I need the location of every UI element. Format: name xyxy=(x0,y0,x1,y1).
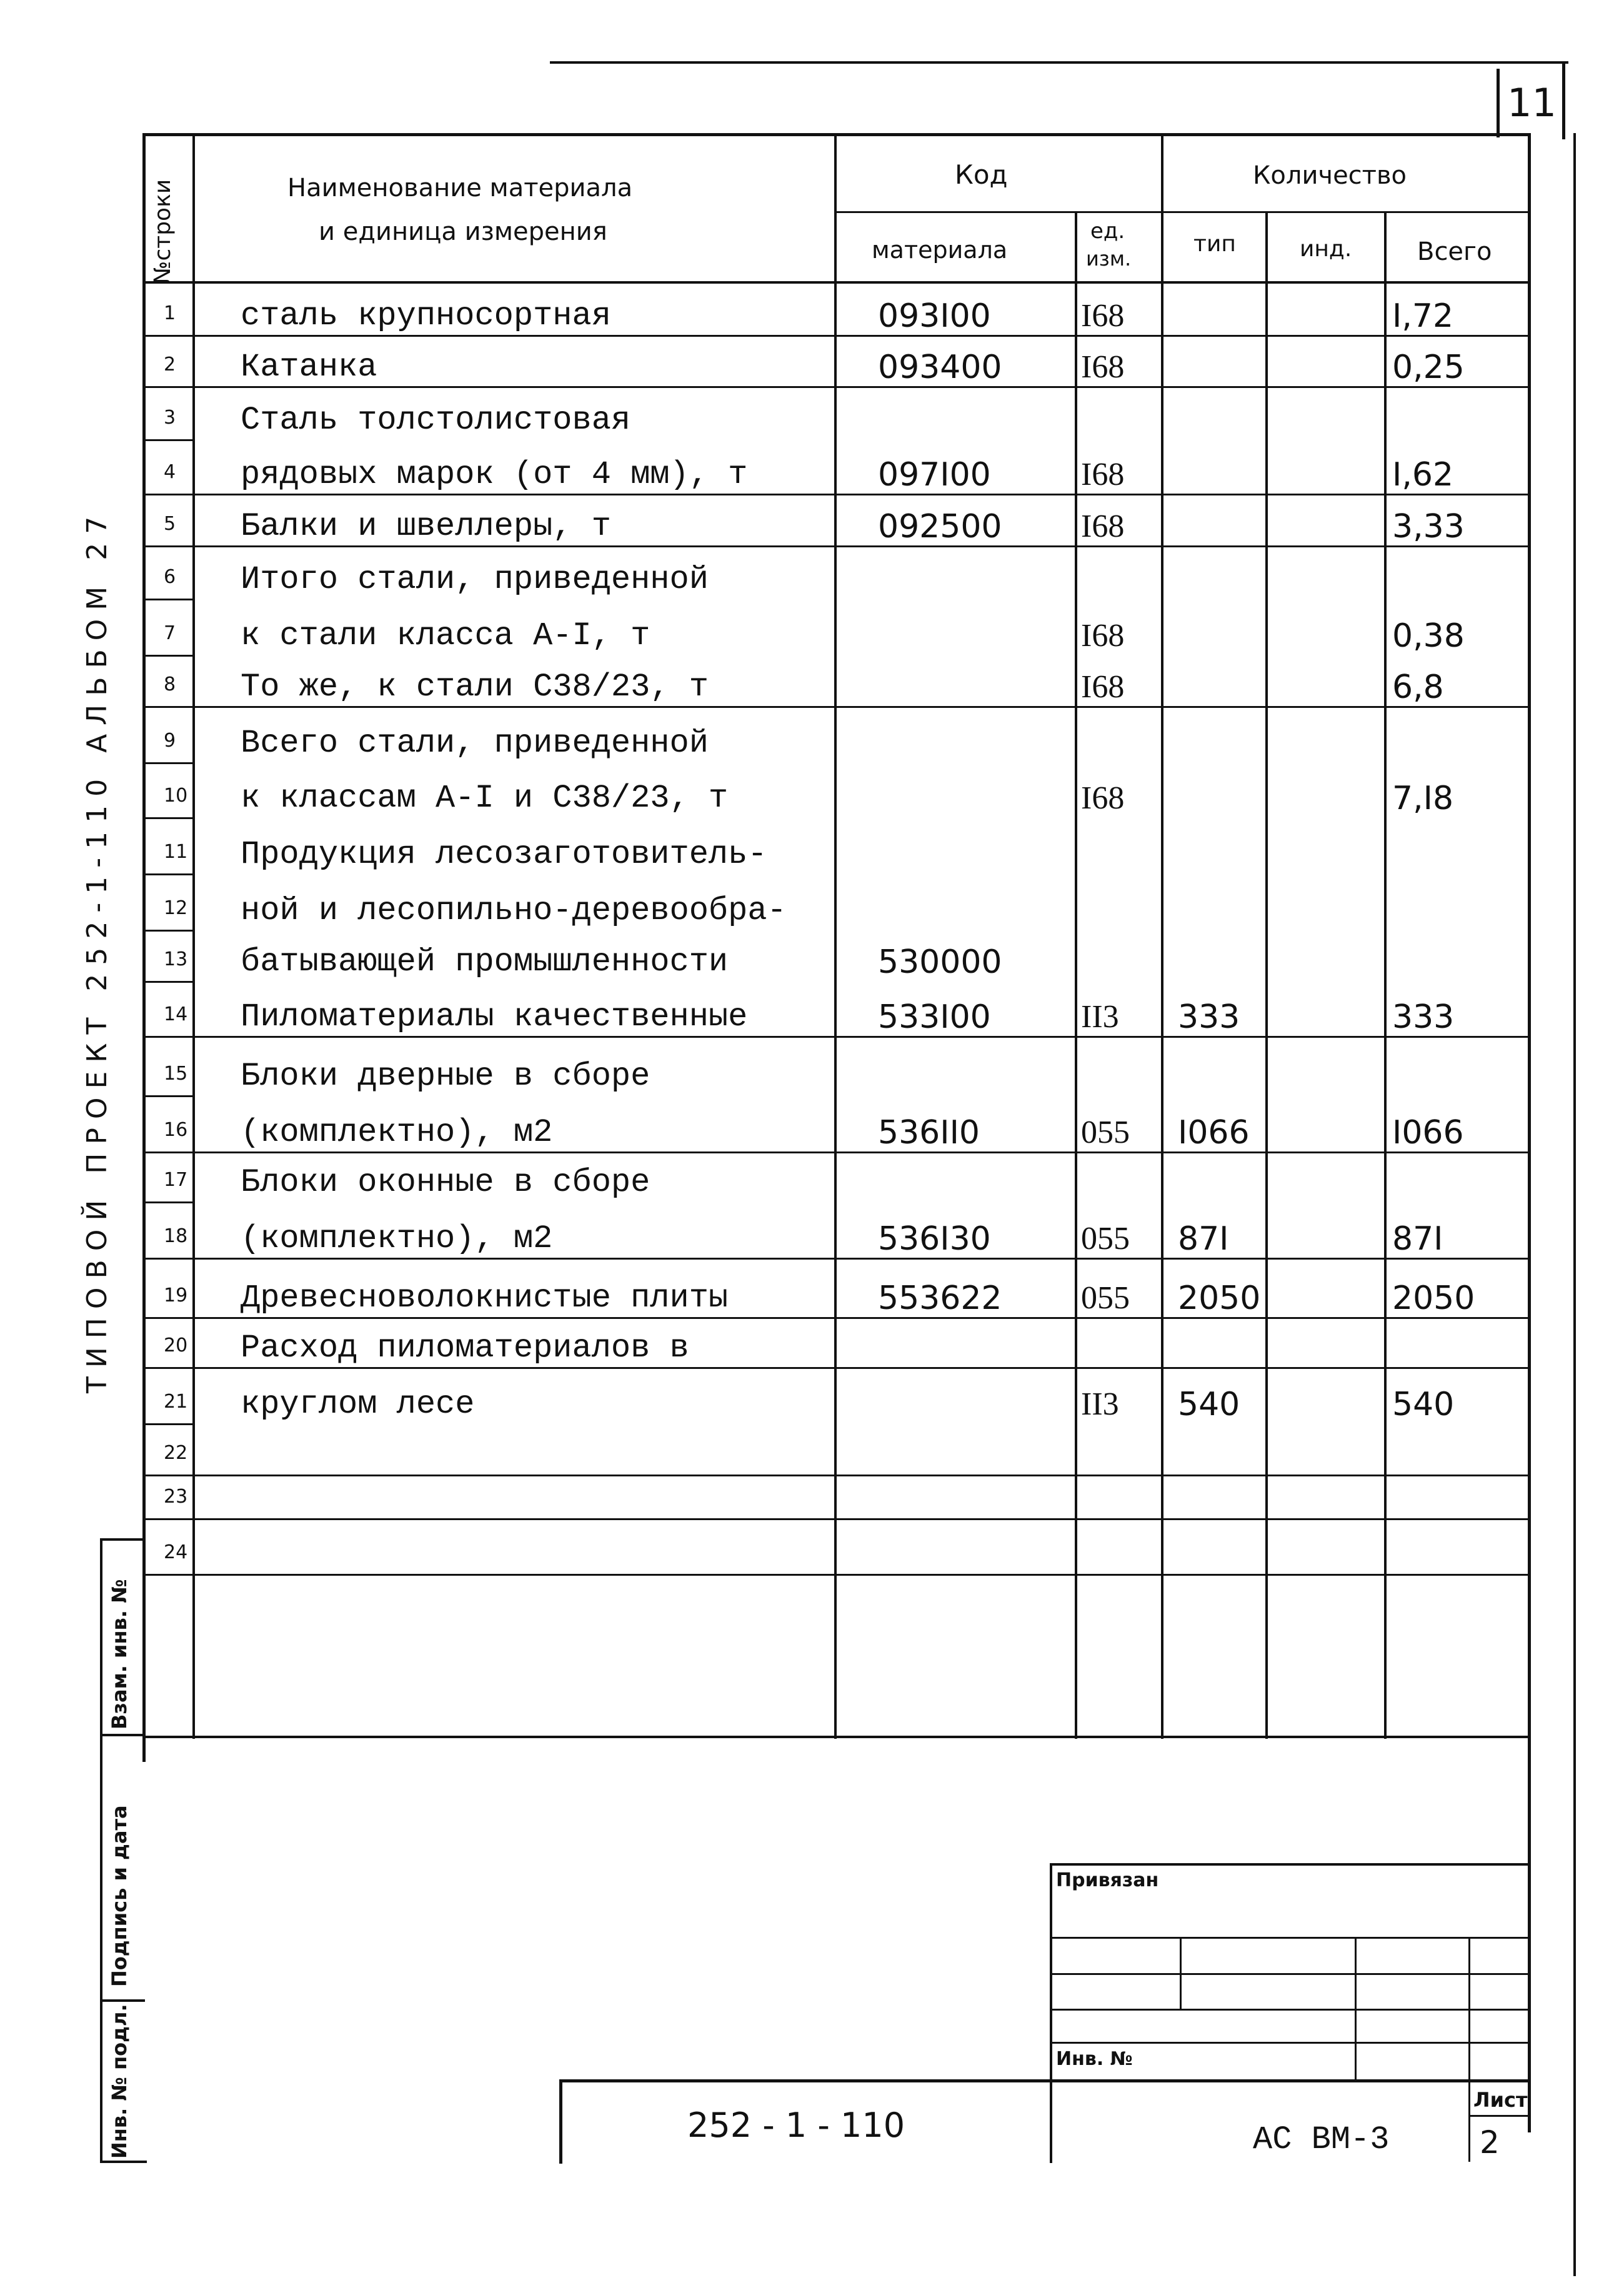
row-unit: 055 xyxy=(1081,1221,1130,1256)
rownum-separator xyxy=(142,1317,195,1319)
margin-sep-1 xyxy=(100,1734,145,1736)
margin-left-line xyxy=(100,1538,102,2163)
label-vzam-inv: Взам. инв. № xyxy=(107,1579,131,1729)
main-stamp-top xyxy=(559,2079,1531,2082)
row-name: Итого стали, приведенной xyxy=(241,561,709,598)
stamp-h3 xyxy=(1050,2009,1531,2011)
top-edge-line xyxy=(550,61,1568,64)
main-stamp-left xyxy=(559,2079,562,2164)
row-unit: I68 xyxy=(1081,780,1125,816)
row-total: 3,33 xyxy=(1392,508,1465,545)
rownum-separator xyxy=(142,1201,195,1203)
header-row-no: №строки xyxy=(150,179,176,284)
header-bottom-line xyxy=(142,281,1531,284)
row-number: 2 xyxy=(164,354,176,376)
row-number: 8 xyxy=(164,674,176,695)
row-code: 092500 xyxy=(878,508,1002,545)
row-name: к классам А-I и С38/23, т xyxy=(241,780,729,817)
header-ind: инд. xyxy=(1300,236,1352,262)
row-number: 11 xyxy=(164,841,188,863)
row-separator xyxy=(142,545,1531,547)
doc-code: АС ВМ-3 xyxy=(1253,2121,1390,2158)
row-name: То же, к стали С38/23, т xyxy=(241,669,709,705)
stamp-h4 xyxy=(1050,2042,1531,2044)
row-type: 2050 xyxy=(1178,1280,1261,1317)
row-number: 1 xyxy=(164,302,176,324)
row-code: 093I00 xyxy=(878,297,991,335)
row-total: 7,I8 xyxy=(1392,780,1454,817)
code-qty-border xyxy=(1161,133,1163,1739)
label-inv-podl: Инв. № подл. xyxy=(107,2004,131,2159)
row-separator xyxy=(142,1518,1531,1520)
row-name: сталь крупносортная xyxy=(241,297,611,334)
rownum-separator xyxy=(142,762,195,764)
row-number: 23 xyxy=(164,1486,188,1508)
header-name-line2: и единица измерения xyxy=(319,217,607,246)
stamp-outer-top xyxy=(1050,1863,1531,1866)
row-type: 87I xyxy=(1178,1220,1229,1258)
rownum-separator xyxy=(142,817,195,819)
row-number: 14 xyxy=(164,1003,188,1025)
row-separator xyxy=(142,1317,1531,1319)
row-total: I066 xyxy=(1392,1114,1464,1151)
doc-number: 252 - 1 - 110 xyxy=(687,2106,905,2145)
row-code: 097I00 xyxy=(878,456,991,494)
row-number: 20 xyxy=(164,1335,188,1356)
row-total: 333 xyxy=(1392,998,1455,1036)
row-total: 87I xyxy=(1392,1220,1443,1258)
sheet-number: 2 xyxy=(1480,2124,1500,2161)
row-number: 16 xyxy=(164,1119,188,1141)
name-col-border xyxy=(834,133,837,1739)
row-total: 2050 xyxy=(1392,1280,1475,1317)
row-code: 093400 xyxy=(878,349,1002,386)
row-number: 17 xyxy=(164,1169,188,1191)
label-podpis-data: Подпись и дата xyxy=(107,1805,131,1987)
rownum-separator xyxy=(142,1151,195,1153)
row-code: 533I00 xyxy=(878,998,991,1036)
rownum-separator xyxy=(142,1258,195,1260)
material-col-border xyxy=(1075,211,1077,1739)
margin-top-line xyxy=(100,1538,145,1541)
row-type: 333 xyxy=(1178,998,1240,1036)
row-total: 0,38 xyxy=(1392,617,1465,655)
rownum-separator xyxy=(142,335,195,337)
row-name: ной и лесопильно-деревообра- xyxy=(241,892,787,929)
row-number: 22 xyxy=(164,1442,188,1464)
rownum-separator xyxy=(142,545,195,547)
rownum-separator xyxy=(142,1367,195,1369)
row-name: круглом лесе xyxy=(241,1386,475,1423)
rownum-separator xyxy=(142,1518,195,1520)
row-number: 24 xyxy=(164,1541,188,1563)
stamp-left xyxy=(1050,1863,1052,2163)
row-unit: I68 xyxy=(1081,298,1125,334)
rownum-separator xyxy=(142,386,195,388)
header-quantity: Количество xyxy=(1253,161,1407,190)
stamp-v1 xyxy=(1180,1937,1182,2009)
row-name: Блоки дверные в сборе xyxy=(241,1058,650,1095)
row-number: 10 xyxy=(164,785,188,807)
table-left-border xyxy=(142,133,146,1762)
stamp-privyazan: Привязан xyxy=(1056,1869,1159,1891)
rownum-separator xyxy=(142,494,195,495)
side-title: ТИПОВОЙ ПРОЕКТ 252-1-110 АЛЬБОМ 27 xyxy=(81,507,113,1393)
row-name: рядовых марок (от 4 мм), т xyxy=(241,456,748,493)
rownum-separator xyxy=(142,1574,195,1576)
header-type: тип xyxy=(1193,231,1236,257)
header-total: Всего xyxy=(1417,237,1492,266)
row-name: Расход пиломатериалов в xyxy=(241,1330,689,1366)
row-separator xyxy=(142,494,1531,495)
row-separator xyxy=(142,1036,1531,1038)
rownum-separator xyxy=(142,1475,195,1476)
header-material: материала xyxy=(872,236,1008,264)
row-total: I,72 xyxy=(1392,297,1454,335)
rownum-separator xyxy=(142,1036,195,1038)
row-number: 21 xyxy=(164,1391,188,1413)
row-separator xyxy=(142,386,1531,388)
row-separator xyxy=(142,706,1531,708)
rownum-separator xyxy=(142,655,195,657)
row-name: (комплектно), м2 xyxy=(241,1220,553,1257)
row-name: Блоки оконные в сборе xyxy=(241,1164,650,1201)
row-separator xyxy=(142,335,1531,337)
row-name: Пиломатериалы качественные xyxy=(241,998,748,1035)
row-name: батывающей промышленности xyxy=(241,943,729,980)
header-unit-line1: ед. xyxy=(1090,219,1125,244)
row-total: 6,8 xyxy=(1392,669,1444,706)
table-right-border xyxy=(1528,133,1531,2132)
header-code: Код xyxy=(955,159,1008,190)
sheet-box-top xyxy=(1468,2115,1531,2117)
row-number: 19 xyxy=(164,1285,188,1306)
row-code: 536II0 xyxy=(878,1114,980,1151)
row-separator xyxy=(142,1258,1531,1260)
type-col-border xyxy=(1265,211,1268,1739)
row-number: 9 xyxy=(164,730,176,752)
row-number: 7 xyxy=(164,622,176,644)
row-name: Всего стали, приведенной xyxy=(241,725,709,762)
row-number: 18 xyxy=(164,1225,188,1247)
rownum-separator xyxy=(142,1095,195,1097)
rownum-separator xyxy=(142,873,195,875)
row-number: 4 xyxy=(164,461,176,483)
rownum-separator xyxy=(142,981,195,983)
rownum-separator xyxy=(142,439,195,441)
row-separator xyxy=(142,1574,1531,1576)
stamp-h1 xyxy=(1050,1937,1531,1939)
stamp-inv-no: Инв. № xyxy=(1056,2048,1133,2070)
row-unit: II3 xyxy=(1081,999,1119,1035)
header-unit-line2: изм. xyxy=(1086,247,1132,271)
row-unit: I68 xyxy=(1081,669,1125,705)
margin-sep-2 xyxy=(100,1999,145,2002)
row-name: Катанка xyxy=(241,349,377,385)
row-unit: I68 xyxy=(1081,509,1125,544)
row-number: 6 xyxy=(164,566,176,588)
sheet-label: Лист xyxy=(1473,2088,1528,2112)
row-separator xyxy=(142,1151,1531,1153)
rownum-separator xyxy=(142,930,195,932)
row-separator xyxy=(142,1367,1531,1369)
page-number: 11 xyxy=(1507,80,1557,126)
row-type: 540 xyxy=(1178,1386,1240,1423)
row-name: Балки и швеллеры, т xyxy=(241,508,611,545)
row-unit: II3 xyxy=(1081,1386,1119,1422)
stamp-v3 xyxy=(1468,1937,1470,2162)
rownum-col-border xyxy=(192,133,195,1739)
row-number: 13 xyxy=(164,948,188,970)
header-subline xyxy=(834,211,1531,213)
row-number: 5 xyxy=(164,513,176,535)
row-unit: 055 xyxy=(1081,1280,1130,1316)
row-number: 12 xyxy=(164,897,188,919)
rownum-separator xyxy=(142,599,195,600)
row-total: 0,25 xyxy=(1392,349,1465,386)
row-total: 540 xyxy=(1392,1386,1455,1423)
row-name: к стали класса А-I, т xyxy=(241,617,650,654)
row-total: I,62 xyxy=(1392,456,1454,494)
row-name: Продукция лесозаготовитель- xyxy=(241,836,767,873)
stamp-h2 xyxy=(1050,1973,1531,1975)
row-name: Сталь толстолистовая xyxy=(241,402,631,439)
row-unit: 055 xyxy=(1081,1115,1130,1150)
outer-right-line xyxy=(1573,133,1576,2276)
row-code: 530000 xyxy=(878,943,1002,981)
row-name: Древесноволокнистые плиты xyxy=(241,1280,729,1316)
row-unit: I68 xyxy=(1081,349,1125,385)
row-unit: I68 xyxy=(1081,457,1125,492)
row-code: 536I30 xyxy=(878,1220,991,1258)
block-top-line xyxy=(142,1736,1531,1738)
header-name-line1: Наименование материала xyxy=(287,174,633,202)
row-number: 3 xyxy=(164,407,176,429)
row-name: (комплектно), м2 xyxy=(241,1114,553,1151)
row-type: I066 xyxy=(1178,1114,1250,1151)
row-code: 553622 xyxy=(878,1280,1002,1317)
rownum-separator xyxy=(142,706,195,708)
row-unit: I68 xyxy=(1081,618,1125,654)
rownum-separator xyxy=(142,1423,195,1425)
page-num-box-right xyxy=(1562,61,1565,139)
row-number: 15 xyxy=(164,1063,188,1085)
stamp-v2 xyxy=(1355,1937,1357,2081)
page-num-box-left xyxy=(1497,69,1500,137)
margin-bottom-line xyxy=(100,2161,147,2163)
ind-col-border xyxy=(1384,211,1387,1739)
table-top-border xyxy=(142,133,1531,136)
row-separator xyxy=(142,1475,1531,1476)
